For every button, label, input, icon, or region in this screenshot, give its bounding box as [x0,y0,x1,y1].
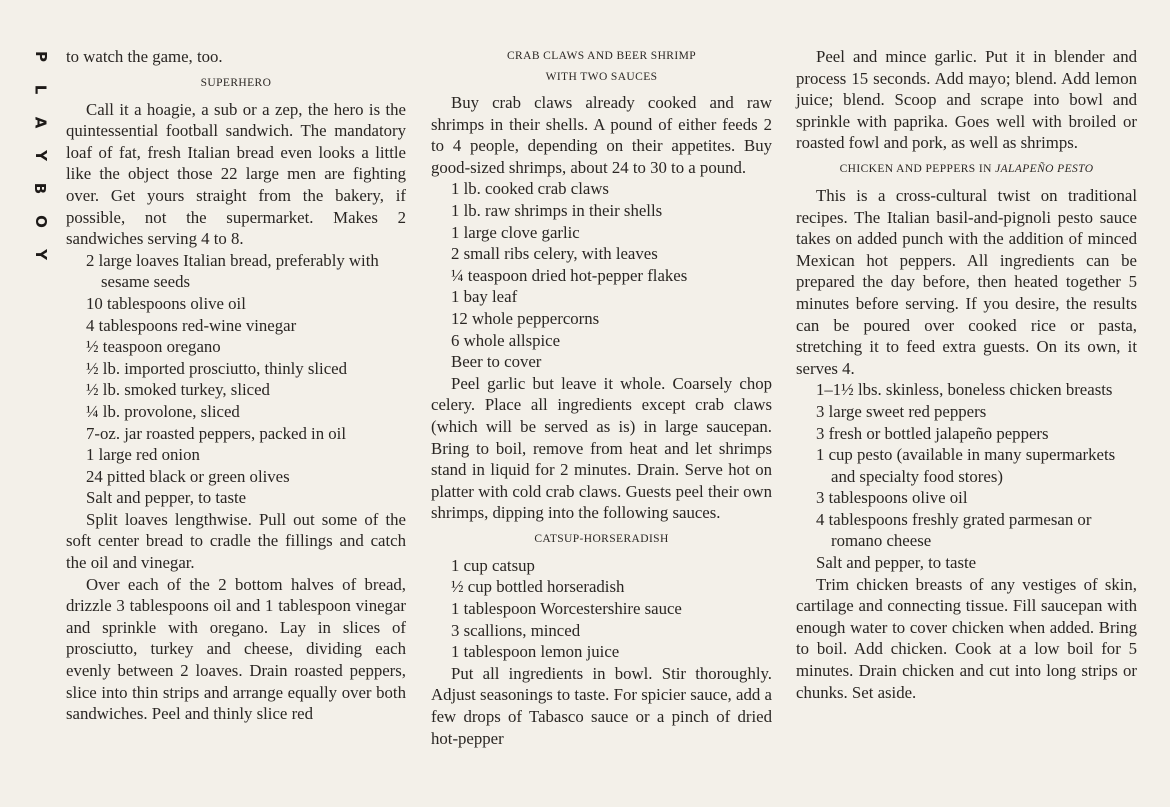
ingredient-item: 1 cup pesto (available in many supermarkets and specialty food stores) [816,445,1116,486]
ingredient-item: ¼ lb. provolone, sliced [86,401,240,421]
body-paragraph: Peel and mince garlic. Put it in blender and process 15 seconds. Add mayo; blend. Add lemon juice; blend. Scoop and scrape into bowl and sprinkle with paprika. Goes well with broiled or roasted fowl and pork, as well as shrimps. [796,47,1137,153]
ingredient-item: ½ cup bottled horseradish [451,577,625,597]
ingredient-item: 1 tablespoon Worcestershire sauce [451,599,682,619]
spine-letter: B [31,182,50,195]
ingredient-item: 1 large clove garlic [451,222,580,242]
ingredient-item: 3 large sweet red peppers [816,401,987,421]
ingredient-item: 6 whole allspice [451,330,561,350]
ingredient-item: 12 whole peppercorns [451,308,600,328]
body-paragraph: Trim chicken breasts of any vestiges of skin, cartilage and connecting tissue. Fill saucepan with enough water to cover chicken when added. Bring to boil. Add chicken. Cook at a low boil for 5 minutes. Drain chicken and cut into long strips or chunks. Set aside. [796,574,1137,702]
ingredient-item: ½ lb. smoked turkey, sliced [86,380,270,400]
recipe-heading-crab: CRAB CLAWS AND BEER SHRIMP [506,50,697,62]
body-paragraph: Call it a hoagie, a sub or a zep, the hero is the quintessential football sandwich. The mandatory loaf of fat, fresh Italian bread even looks a little like the object those 22 large men are fighting over. Get yours straight from the bakery, if possible, not the supermarket. Makes 2 sandwiches serving 4 to 8. [66,99,406,249]
ingredient-item: Salt and pepper, to taste [86,488,247,508]
body-paragraph: Over each of the 2 bottom halves of bread, drizzle 3 tablespoons oil and 1 tablespoon vinegar and sprinkle with oregano. Lay in slices of prosciutto, turkey and cheese, dividing each evenly between 2 loaves. Drain roasted peppers, slice into thin strips and arrange equally over both sandwiches. Peel and thinly slice red [66,574,406,724]
ingredient-item: 3 fresh or bottled jalapeño peppers [816,423,1049,443]
column-3 [796,46,1137,703]
spine-letter: Y [31,249,50,260]
body-paragraph: Buy crab claws already cooked and raw shrimps in their shells. A pound of either feeds 2 to 4 people, depending on their appetites. Buy good-sized shrimps, about 24 to 30 to a pound. [431,93,772,177]
ingredient-item: 24 pitted black or green olives [86,466,290,486]
ingredient-item: 1 lb. cooked crab claws [451,179,609,199]
body-paragraph: Put all ingredients in bowl. Stir thoroughly. Adjust seasonings to taste. For spicier sauce, add a few drops of Tabasco sauce or a pinch of dried hot-pepper [431,663,772,748]
recipe-heading-chicken [796,159,1137,180]
spine-letter: L [31,84,50,95]
ingredient-item: Salt and pepper, to taste [816,553,977,573]
ingredient-item: 2 large loaves Italian bread, preferably with sesame seeds [86,250,379,292]
magazine-spine [24,40,50,271]
ingredient-item: 3 scallions, minced [451,620,581,640]
column-1 [66,46,406,725]
ingredient-item: 1 bay leaf [451,287,518,307]
ingredient-item: 7-oz. jar roasted peppers, packed in oil [86,423,347,443]
ingredient-item: 1 tablespoon lemon juice [451,642,620,662]
spine-letter: Y [31,150,50,161]
heading-part: CHICKEN AND PEPPERS IN [839,162,996,175]
ingredient-item: 3 tablespoons olive oil [816,488,968,508]
ingredient-item: ¼ teaspoon dried hot-pepper flakes [451,265,688,285]
body-paragraph: Split loaves lengthwise. Pull out some of the soft center bread to cradle the fillings and catch the oil and vinegar. [66,509,406,573]
column-2 [431,46,772,749]
ingredient-item: 1 cup catsup [451,555,535,575]
ingredient-item: ½ lb. imported prosciutto, thinly sliced [86,358,348,378]
spine-letter: P [31,51,50,62]
spine-letter: O [31,215,50,228]
recipe-heading-superhero: SUPERHERO [200,76,272,89]
heading-italic-part: JALAPEÑO PESTO [995,162,1094,175]
ingredient-item: 4 tablespoons freshly grated parmesan or romano cheese [816,509,1092,551]
ingredient-item: Beer to cover [451,352,542,372]
recipe-heading-catsup: CATSUP-HORSERADISH [534,532,669,545]
ingredient-item: ½ teaspoon oregano [86,337,221,357]
ingredient-item: 2 small ribs celery, with leaves [451,244,658,264]
body-paragraph: This is a cross-cultural twist on traditional recipes. The Italian basil-and-pignoli pesto sauce takes on added punch with the addition of minced Mexican hot peppers. All ingredients can be prepared the day before, then heated together 5 minutes before serving. If you desire, the results can be poured over cooked rice or pasta, stretching it to feed extra guests. On its own, it serves 4. [796,185,1137,378]
body-paragraph: Peel garlic but leave it whole. Coarsely chop celery. Place all ingredients except crab claws (which will be served as is) in large saucepan. Bring to boil, remove from heat and let shrimps stand in liquid for 2 minutes. Drain. Serve hot on platter with cold crab claws. Guests peel their own shrimps, dipping into the following sauces. [431,373,772,523]
ingredient-item: 1 lb. raw shrimps in their shells [451,200,663,220]
recipe-subheading-crab: WITH TWO SAUCES [545,71,658,83]
ingredient-item: 1–1½ lbs. skinless, boneless chicken breasts [816,380,1113,400]
spine-letter: A [31,116,50,129]
ingredient-item: 1 large red onion [86,445,200,465]
ingredient-item: 4 tablespoons red-wine vinegar [86,315,297,335]
ingredient-item: 10 tablespoons olive oil [86,293,246,313]
intro-text: to watch the game, too. [66,47,223,66]
